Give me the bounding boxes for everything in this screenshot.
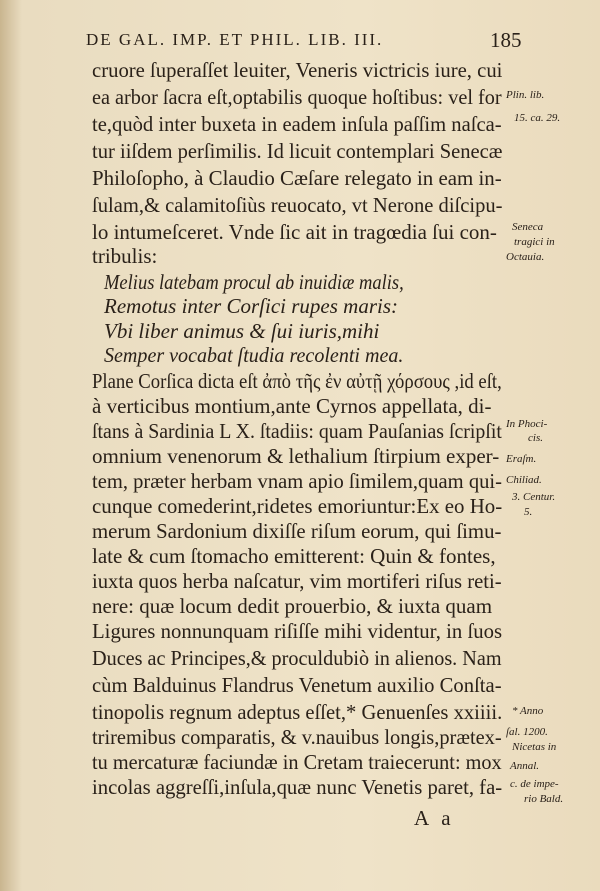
text-line: Ligures nonnunquam riſiſſe mihi videntur, in ſuos	[92, 619, 503, 643]
text-line: à verticibus montium,ante Cyrnos appellata, di-	[92, 394, 492, 418]
text-line: cùm Balduinus Flandrus Venetum auxilio Conſta-	[92, 673, 502, 697]
page-number: 185	[490, 28, 522, 52]
margin-note: Eraſm.	[506, 453, 537, 465]
text-line: triremibus comparatis, & v.nauibus longis,prætex-	[92, 725, 502, 749]
margin-note: 3. Centur.	[512, 491, 556, 503]
margin-note: * Anno	[512, 705, 544, 717]
verse-line: Semper vocabat ſtudia recolenti mea.	[104, 343, 404, 367]
text-line: ſtans à Sardinia L X. ſtadiis: quam Pauſanias ſcripſit	[92, 419, 502, 443]
margin-note: Annal.	[510, 760, 540, 772]
margin-note: Nicetas in	[512, 741, 557, 753]
running-title: DE GAL. IMP. ET PHIL. LIB. III.	[86, 30, 384, 49]
text-line: late & cum ſtomacho emitterent: Quin & fontes,	[92, 544, 496, 568]
text-line: omnium venenorum & lethalium ſtirpium exper-	[92, 444, 500, 468]
text-line: ea arbor ſacra eſt,optabilis quoque hoſtibus: vel for	[92, 85, 502, 109]
text-line: tribulis:	[92, 244, 158, 268]
margin-note: Octauia.	[506, 251, 545, 263]
text-line: tinopolis regnum adeptus eſſet,* Genuenſes xxiiii.	[92, 700, 503, 724]
margin-note: ſal. 1200.	[506, 726, 548, 738]
margin-note: 15. ca. 29.	[514, 112, 561, 124]
text-line: tu mercaturæ faciundæ in Cretam traiecerunt: mox	[92, 750, 502, 774]
verse-line: Remotus inter Corſici rupes maris:	[104, 294, 398, 318]
text-line: cruore ſuperaſſet leuiter, Veneris victricis iure, cui	[92, 58, 503, 82]
text-line: incolas aggreſſi,inſula,quæ nunc Venetis paret, fa-	[92, 775, 503, 799]
margin-note: In Phoci-	[506, 418, 548, 430]
margin-note: 5.	[524, 506, 533, 518]
margin-note: Plin. lib.	[506, 89, 545, 101]
text-line: te,quòd inter buxeta in eadem inſula paſſim naſca-	[92, 112, 502, 136]
margin-note: rio Bald.	[524, 793, 564, 805]
text-line: Plane Corſica dicta eſt ἀπὸ τῆς ἐν αὐτῇ χόρσους ,id eſt,	[92, 369, 502, 393]
text-line: tem, præter herbam vnam apio ſimilem,quam qui-	[92, 469, 502, 493]
margin-note: Chiliad.	[506, 474, 542, 486]
signature-mark: A a	[414, 806, 455, 830]
text-line: nere: quæ locum dedit prouerbio, & iuxta quam	[92, 594, 493, 618]
text-line: merum Sardonium dixiſſe riſum eorum, qui ſimu-	[92, 519, 502, 543]
margin-note: Seneca	[512, 221, 544, 233]
verse-line: Melius latebam procul ab inuidiæ malis,	[104, 270, 404, 294]
text-line: ſulam,& calamitoſiùs reuocato, vt Nerone diſcipu-	[92, 193, 503, 217]
text-line: cunque comederint,ridetes emoriuntur:Ex eo Ho-	[92, 494, 503, 518]
text-line: Duces ac Principes,& proculdubiò in alienos. Nam	[92, 646, 502, 670]
text-line: tur iiſdem perſimilis. Id licuit contemplari Senecæ	[92, 139, 503, 163]
margin-note: c. de impe-	[510, 778, 559, 790]
verse-line: Vbi liber animus & ſui iuris,mihi	[104, 319, 380, 343]
margin-note: tragici in	[514, 236, 555, 248]
margin-note: cis.	[528, 432, 543, 444]
text-line: lo intumeſceret. Vnde ſic ait in tragœdia ſui con-	[92, 220, 497, 244]
text-line: iuxta quos herba naſcatur, vim mortiferi riſus reti-	[92, 569, 502, 593]
text-line: Philoſopho, à Claudio Cæſare relegato in eam in-	[92, 166, 502, 190]
